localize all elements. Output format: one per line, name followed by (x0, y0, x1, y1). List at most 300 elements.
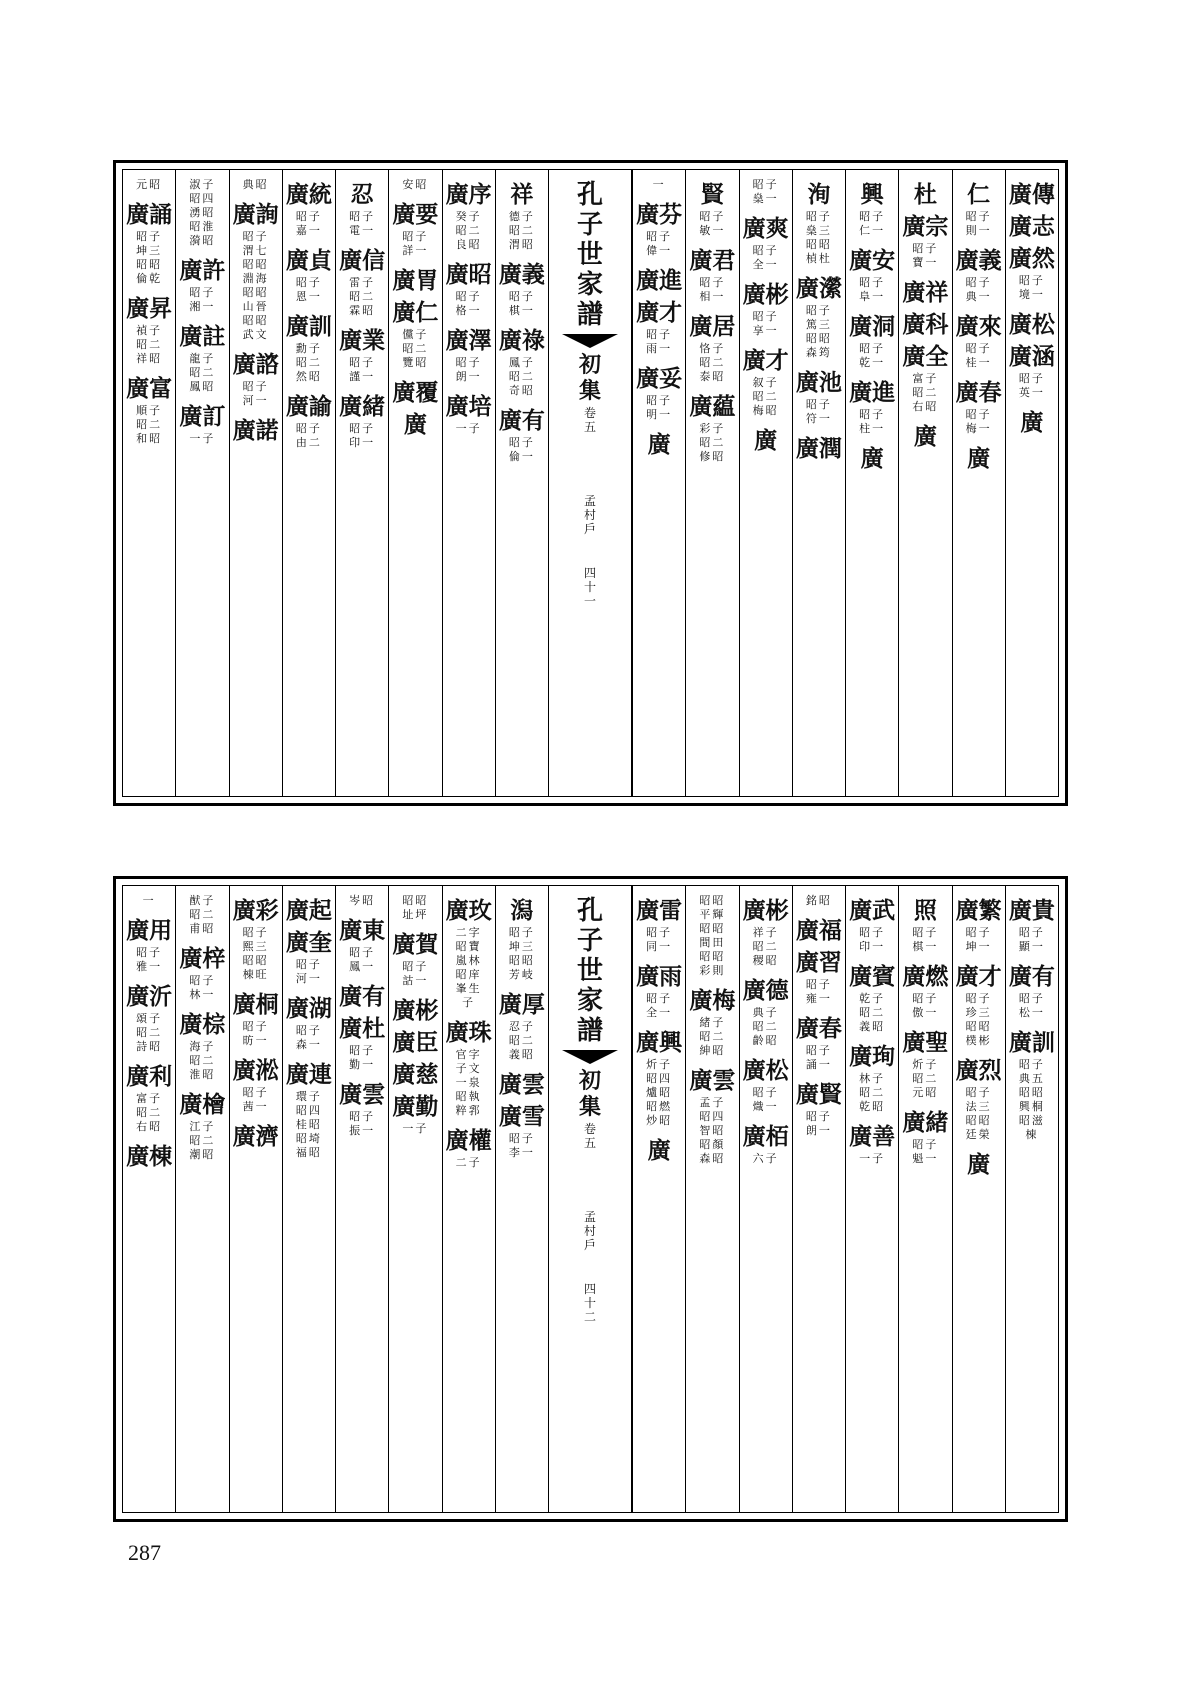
lineage-note: 一 (652, 178, 666, 191)
genealogy-entry (743, 892, 789, 972)
person-name: 賢 (700, 181, 724, 208)
person-name: 廣緒 (339, 393, 386, 420)
lineage-note: 昭子燊一 (752, 178, 779, 205)
genealogy-entry (499, 322, 545, 402)
person-name: 廣昇 (126, 295, 173, 322)
genealogy-entry (446, 1122, 492, 1174)
genealogy-entry (286, 924, 332, 990)
genealogy-entry (855, 176, 889, 242)
genealogy-entry (902, 1104, 948, 1170)
genealogy-entry (743, 210, 789, 276)
person-name: 廣連 (285, 1061, 332, 1088)
genealogy-entry (1009, 1024, 1055, 1146)
person-name: 廣善 (849, 1123, 896, 1150)
person-name: 潟 (510, 897, 534, 924)
lineage-note: 昭子相一 (699, 276, 726, 303)
genealogy-entry (126, 1138, 172, 1170)
genealogy-column (282, 170, 335, 796)
person-name: 廣德 (742, 977, 789, 1004)
lineage-note: 昭子仁一 (859, 210, 886, 237)
person-name: 廣雲 (498, 1071, 545, 1098)
genealogy-entry (849, 892, 895, 958)
genealogy-entry (1009, 958, 1055, 1024)
genealogy-entry (126, 196, 172, 290)
genealogy-entry (1009, 306, 1055, 338)
genealogy-entry (286, 892, 332, 924)
genealogy-entry (802, 176, 836, 270)
person-name: 廣有 (498, 407, 545, 434)
lineage-note: 昭子典五昭昭興桐昭滋棟 (1018, 1058, 1045, 1141)
person-name: 廣珠 (445, 1019, 492, 1046)
person-name: 廣居 (689, 313, 736, 340)
lineage-note: 昭子振一 (349, 1110, 376, 1137)
genealogy-entry (849, 958, 895, 1038)
genealogy-entry (499, 256, 545, 322)
person-name: 廣諮 (232, 351, 279, 378)
lineage-note: 昭子雅一 (136, 946, 163, 973)
genealogy-entry (233, 986, 279, 1052)
person-name: 廣序 (445, 181, 492, 208)
lineage-note: 昭子全一 (646, 992, 673, 1019)
lineage-note: 昭子棋一 (508, 290, 535, 317)
page-number: 287 (128, 1540, 161, 1565)
genealogy-entry (636, 196, 682, 262)
person-name: 廣義 (498, 261, 545, 288)
genealogy-column (632, 886, 685, 1512)
lineage-note: 緒子昭二紳昭 (699, 1016, 726, 1057)
person-name: 廣全 (902, 343, 949, 370)
lineage-note: 昭子河一 (295, 958, 322, 985)
genealogy-entry (126, 370, 172, 450)
genealogy-entry (499, 986, 545, 1066)
person-name: 廣栢 (742, 1123, 789, 1150)
genealogy-entry (179, 398, 225, 450)
genealogy-column (739, 886, 792, 1512)
person-name: 廣春 (795, 1015, 842, 1042)
lineage-note: 昭子茜一 (242, 1086, 269, 1113)
genealogy-column (123, 170, 175, 796)
genealogy-entry (185, 892, 219, 940)
lineage-note: 昭子阜一 (859, 276, 886, 303)
genealogy-entry (796, 944, 842, 1010)
lineage-note: 昭子鳳一 (349, 946, 376, 973)
genealogy-entry (636, 892, 682, 958)
lineage-note: 恪子昭二泰昭 (699, 342, 726, 383)
person-name: 廣福 (795, 917, 842, 944)
genealogy-column (335, 170, 388, 796)
genealogy-entry (126, 1058, 172, 1138)
genealogy-column (282, 886, 335, 1512)
person-name: 廣奎 (285, 929, 332, 956)
genealogy-column (632, 170, 685, 796)
genealogy-entry (233, 346, 279, 412)
person-name: 廣燃 (902, 963, 949, 990)
lineage-note: 癸子昭二良昭 (455, 210, 482, 251)
lineage-note: 昭子昉一 (242, 1020, 269, 1047)
genealogy-entry (233, 412, 279, 444)
person-name: 廣緒 (902, 1109, 949, 1136)
genealogy-entry (636, 360, 682, 426)
lineage-note: 昭子坤三昭昭芳岐 (508, 926, 535, 981)
genealogy-entry (345, 892, 379, 912)
person-name: 廣富 (126, 375, 173, 402)
person-name: 廣科 (902, 311, 949, 338)
genealogy-entry (689, 242, 735, 308)
genealogy-entry (286, 388, 332, 454)
genealogy-entry (849, 1118, 895, 1170)
lineage-note: 昭子寶一 (912, 242, 939, 269)
genealogy-entry (648, 1132, 671, 1164)
genealogy-entry (636, 262, 682, 294)
genealogy-entry (689, 308, 735, 388)
lineage-note: 昭子電一 (349, 210, 376, 237)
person-name: 廣來 (955, 313, 1002, 340)
lineage-note: 元昭 (136, 178, 163, 191)
top-register-panel (113, 160, 1068, 806)
lineage-note: 昭子林一 (189, 974, 216, 1001)
genealogy-entry (446, 176, 492, 256)
lineage-note: 昭子雍一 (805, 978, 832, 1005)
genealogy-entry (126, 978, 172, 1058)
person-name: 廣洞 (849, 313, 896, 340)
person-name: 廣賢 (795, 1081, 842, 1108)
person-name: 廣淞 (232, 1057, 279, 1084)
genealogy-column (335, 886, 388, 1512)
genealogy-entry (239, 176, 273, 196)
genealogy-entry (902, 208, 948, 274)
person-name: 廣覆 (392, 379, 439, 406)
genealogy-entry (956, 958, 1002, 1052)
genealogy-entry (499, 1066, 545, 1098)
lineage-note: 昭子詁一 (402, 960, 429, 987)
person-name: 廣檜 (179, 1091, 226, 1118)
genealogy-column (685, 170, 738, 796)
person-name: 廣興 (636, 1029, 683, 1056)
genealogy-entry (743, 342, 789, 422)
genealogy-column (495, 886, 548, 1512)
lineage-note: 昭子李一 (508, 1132, 535, 1159)
chevron-mark (562, 1050, 618, 1064)
genealogy-entry (398, 892, 432, 926)
person-name: 廣妥 (636, 365, 683, 392)
person-name: 廣訂 (179, 403, 226, 430)
person-name: 廣棟 (126, 1143, 173, 1170)
person-name: 洵 (807, 181, 831, 208)
genealogy-entry (796, 364, 842, 430)
lineage-note: 昭子印一 (349, 422, 376, 449)
person-name: 廣涵 (1008, 343, 1055, 370)
person-name: 廣才 (955, 963, 1002, 990)
lineage-note: 祥子昭二稷昭 (752, 926, 779, 967)
lineage-note: 昭子典一 (965, 276, 992, 303)
person-name: 廣藴 (689, 393, 736, 420)
lineage-note: 昭子同一 (646, 926, 673, 953)
person-name: 廣潤 (795, 435, 842, 462)
genealogy-entry (636, 958, 682, 1024)
lineage-note: 林子昭二乾昭 (859, 1072, 886, 1113)
lineage-note: 海子昭二淮昭 (189, 1040, 216, 1081)
genealogy-entry (179, 1006, 225, 1086)
genealogy-entry (446, 1014, 492, 1122)
genealogy-entry (505, 176, 539, 256)
lineage-note: 安昭 (402, 178, 429, 191)
lineage-note: 彩子昭二修昭 (699, 422, 726, 463)
genealogy-column (388, 170, 441, 796)
genealogy-entry (695, 892, 729, 982)
person-name: 廣澤 (445, 327, 492, 354)
person-name: 廣進 (849, 379, 896, 406)
lineage-note: 官字子文一泉昭執粹郛 (455, 1048, 482, 1117)
genealogy-entry (392, 374, 438, 406)
genealogy-entry (233, 1052, 279, 1118)
person-name: 廣用 (126, 917, 173, 944)
bottom-register-panel (113, 876, 1068, 1522)
genealogy-entry (796, 1076, 842, 1142)
person-name: 廣然 (1008, 245, 1055, 272)
lineage-note: 富子昭二右昭 (136, 1092, 163, 1133)
person-name: 廣雲 (689, 1067, 736, 1094)
person-name: 廣 (913, 423, 937, 450)
genealogy-entry (339, 242, 385, 322)
genealogy-entry (392, 926, 438, 992)
lineage-note: 昭子勤一 (349, 1044, 376, 1071)
person-name: 廣有 (1008, 963, 1055, 990)
genealogy-column (123, 886, 175, 1512)
person-name: 廣湖 (285, 995, 332, 1022)
lineage-note: 昭子全一 (752, 244, 779, 271)
lineage-note: 一子 (859, 1152, 886, 1165)
genealogy-entry (743, 276, 789, 342)
genealogy-column (442, 886, 495, 1512)
person-name: 廣 (647, 1137, 671, 1164)
lineage-note: 昭子梅一 (965, 408, 992, 435)
genealogy-column (229, 886, 282, 1512)
genealogy-entry (956, 308, 1002, 374)
chevron-mark (562, 334, 618, 348)
folio-number: 四十一 (583, 566, 596, 608)
person-name: 興 (860, 181, 884, 208)
genealogy-column (442, 170, 495, 796)
person-name: 廣才 (636, 299, 683, 326)
lineage-note: 昭子顯一 (1018, 926, 1045, 953)
lineage-note: 二字昭寶嵐林昭庠峯生子 (455, 926, 482, 1009)
genealogy-entry (446, 388, 492, 440)
person-name: 廣彬 (742, 281, 789, 308)
lineage-note: 昭子格一 (455, 290, 482, 317)
genealogy-column (952, 170, 1005, 796)
genealogy-entry (967, 440, 990, 472)
genealogy-entry (642, 176, 676, 196)
person-name: 忍 (350, 181, 374, 208)
lineage-note: 叙子昭二梅昭 (752, 376, 779, 417)
genealogy-entry (392, 1088, 438, 1140)
person-name: 廣雪 (498, 1103, 545, 1130)
person-name: 廣松 (742, 1057, 789, 1084)
lineage-note: 炘子昭二元昭 (912, 1058, 939, 1099)
lineage-note: 昭子篤三昭昭森筠 (805, 304, 832, 359)
person-name: 廣許 (179, 257, 226, 284)
person-name: 廣梓 (179, 945, 226, 972)
genealogy-entry (179, 252, 225, 318)
genealogy-entry (233, 1118, 279, 1150)
lineage-note: 儻子昭二覽昭 (402, 328, 429, 369)
lineage-note: 龍子昭二鳳昭 (189, 352, 216, 393)
lineage-note: 勳子昭二然昭 (295, 342, 322, 383)
genealogy-entry (796, 270, 842, 364)
genealogy-entry (505, 892, 539, 986)
genealogy-entry (1009, 208, 1055, 240)
top-register-columns (122, 169, 1059, 797)
lineage-note: 一子 (402, 1122, 429, 1135)
genealogy-entry (902, 274, 948, 306)
lineage-note: 昭子恩一 (295, 276, 322, 303)
genealogy-column (845, 886, 898, 1512)
genealogy-entry (446, 322, 492, 388)
genealogy-column (1005, 170, 1058, 796)
person-name: 廣雷 (636, 897, 683, 924)
person-name: 廣仁 (392, 299, 439, 326)
lineage-note: 鳳子昭二奇昭 (508, 356, 535, 397)
genealogy-entry (499, 1098, 545, 1164)
genealogy-entry (796, 912, 842, 944)
person-name: 廣繁 (955, 897, 1002, 924)
person-name: 廣彬 (392, 997, 439, 1024)
genealogy-entry (956, 374, 1002, 440)
person-name: 廣義 (955, 247, 1002, 274)
lineage-note: 昭子傲一 (912, 992, 939, 1019)
folio-number: 四十二 (583, 1282, 596, 1324)
genealogy-entry (132, 176, 166, 196)
genealogy-entry (956, 1052, 1002, 1146)
household-label: 孟村戶 (583, 494, 596, 536)
volume-label: 卷五 (583, 1122, 596, 1150)
genealogy-entry (339, 912, 385, 978)
genealogy-entry (1009, 338, 1055, 404)
genealogy-entry (499, 402, 545, 468)
genealogy-entry (849, 374, 895, 440)
genealogy-entry (902, 306, 948, 338)
genealogy-entry (179, 1086, 225, 1166)
genealogy-entry (286, 990, 332, 1056)
person-name: 廣要 (392, 201, 439, 228)
genealogy-entry (233, 196, 279, 346)
person-name: 廣雲 (339, 1081, 386, 1108)
person-name: 廣 (647, 431, 671, 458)
lineage-note: 昭子偉一 (646, 230, 673, 257)
genealogy-entry (743, 972, 789, 1052)
genealogy-entry (636, 294, 682, 360)
genealogy-entry (233, 892, 279, 986)
genealogy-entry (849, 1038, 895, 1118)
lineage-note: 典子昭二齡昭 (752, 1006, 779, 1047)
genealogy-entry (962, 176, 996, 242)
lineage-note: 昭子嘉一 (295, 210, 322, 237)
genealogy-entry (908, 892, 942, 958)
genealogy-entry (132, 892, 166, 912)
lineage-note: 猷子昭二甫昭 (189, 894, 216, 935)
lineage-note: 昭昭平輝昭昭間田昭昭彩則 (699, 894, 726, 977)
person-name: 廣誦 (126, 201, 173, 228)
person-name: 廣訓 (285, 313, 332, 340)
lineage-note: 昭昭址坪 (402, 894, 429, 921)
lineage-note: 昭子則一 (965, 210, 992, 237)
genealogy-column (175, 886, 228, 1512)
person-name: 廣起 (285, 897, 332, 924)
lineage-note: 銘昭 (805, 894, 832, 907)
person-name: 廣 (1020, 409, 1044, 436)
lineage-note: 昭子詳一 (402, 230, 429, 257)
person-name: 廣瀠 (795, 275, 842, 302)
lineage-note: 昭子朗一 (455, 356, 482, 383)
lineage-note: 禎子昭二祥昭 (136, 324, 163, 365)
genealogy-column (898, 170, 951, 796)
person-name: 祥 (510, 181, 534, 208)
lineage-note: 昭子松一 (1018, 992, 1045, 1019)
lineage-note: 昭子敏一 (699, 210, 726, 237)
person-name: 廣 (967, 445, 991, 472)
genealogy-entry (339, 388, 385, 454)
lineage-note: 昭子謹一 (349, 356, 376, 383)
lineage-note: 一子 (455, 422, 482, 435)
genealogy-entry (185, 176, 219, 252)
genealogy-column (952, 886, 1005, 1512)
center-title-column (548, 170, 632, 796)
lineage-note: 岑昭 (349, 894, 376, 907)
person-name: 廣貴 (1008, 897, 1055, 924)
person-name: 廣 (754, 427, 778, 454)
person-name: 廣昭 (445, 261, 492, 288)
person-name: 廣東 (339, 917, 386, 944)
genealogy-entry (796, 1010, 842, 1076)
genealogy-entry (689, 982, 735, 1062)
genealogy-entry (914, 176, 937, 208)
lineage-note: 昭子明一 (646, 394, 673, 421)
lineage-note: 昭子享一 (752, 310, 779, 337)
genealogy-entry (1009, 892, 1055, 958)
genealogy-column (1005, 886, 1058, 1512)
genealogy-column (685, 886, 738, 1512)
genealogy-column (495, 170, 548, 796)
genealogy-entry (902, 958, 948, 1024)
lineage-note: 乾子昭二義昭 (859, 992, 886, 1033)
lineage-note: 昭子柱一 (859, 408, 886, 435)
lineage-note: 昭子森一 (295, 1024, 322, 1051)
genealogy-entry (902, 338, 948, 418)
person-name: 廣 (860, 445, 884, 472)
person-name: 廣祿 (498, 327, 545, 354)
person-name: 廣武 (849, 897, 896, 924)
genealogy-entry (861, 440, 884, 472)
genealogy-entry (743, 1052, 789, 1118)
genealogy-entry (956, 242, 1002, 308)
lineage-note: 環子昭四桂昭昭埼福昭 (295, 1090, 322, 1159)
household-label: 孟村戶 (583, 1210, 596, 1252)
genealogy-entry (1009, 240, 1055, 306)
person-name: 廣習 (795, 949, 842, 976)
genealogy-entry (398, 176, 432, 196)
person-name: 廣松 (1008, 311, 1055, 338)
person-name: 廣業 (339, 327, 386, 354)
lineage-note: 淑子昭四湧昭昭淮漪昭 (189, 178, 216, 247)
lineage-note: 一 (142, 894, 156, 907)
genealogy-column (175, 170, 228, 796)
person-name: 廣註 (179, 323, 226, 350)
genealogy-entry (339, 1076, 385, 1142)
person-name: 廣珣 (849, 1043, 896, 1070)
genealogy-entry (392, 196, 438, 262)
genealogy-entry (1009, 176, 1055, 208)
genealogy-entry (179, 318, 225, 398)
